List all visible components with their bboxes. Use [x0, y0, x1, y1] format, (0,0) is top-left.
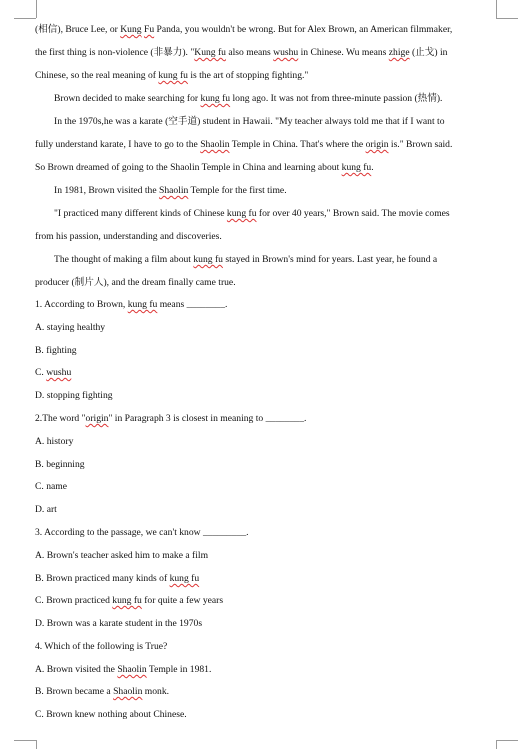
text: D. Brown was a karate student in the 1970s [35, 618, 203, 629]
text: B. Brown practiced many kinds of [35, 573, 170, 584]
option [35, 459, 85, 471]
option [35, 664, 211, 676]
text: A. Brown's teacher asked him to make a film [35, 550, 209, 561]
text: is." Brown said. [388, 139, 453, 150]
text: D. art [35, 504, 57, 515]
spellcheck-word: kung fu [158, 70, 188, 81]
spellcheck-word: wushu [46, 367, 72, 378]
crop-mark-bottom-left-h [14, 740, 36, 741]
option [35, 709, 187, 721]
text: B. beginning [35, 459, 85, 470]
spellcheck-word: kung fu [341, 162, 372, 173]
passage-line [35, 70, 308, 82]
text: Chinese, so the real meaning of [35, 70, 159, 81]
passage-line [35, 139, 452, 151]
text: for quite a few years [141, 595, 224, 606]
question-stem [35, 641, 167, 653]
question-stem [35, 527, 249, 539]
spellcheck-word: Shaolin [117, 664, 147, 675]
crop-mark-bottom-right-v [496, 740, 497, 749]
spellcheck-word: kung fu [169, 573, 200, 584]
spellcheck-word: Shaolin [200, 139, 230, 150]
passage-line [35, 162, 374, 174]
text: C. Brown knew nothing about Chinese. [35, 709, 187, 720]
text: producer (制片人), and the dream finally came true. [35, 277, 236, 288]
passage-line [54, 93, 442, 105]
crop-mark-top-right-v [496, 0, 497, 18]
spellcheck-word: Kung [120, 24, 142, 35]
text: stayed in Brown's mind for years. Last year, he found a [222, 254, 438, 265]
crop-mark-top-right-h [496, 18, 518, 19]
spellcheck-word: kung fu [127, 299, 158, 310]
text: (相信), Bruce Lee, or [35, 24, 121, 35]
text: B. Brown became a [35, 686, 114, 697]
text: 4. Which of the following is True? [35, 641, 168, 652]
text: In 1981, Brown visited the [54, 185, 159, 196]
option [35, 573, 199, 585]
spellcheck-word: Fu [143, 24, 155, 35]
spellcheck-word: wushu [273, 47, 299, 58]
text: C. name [35, 481, 67, 492]
passage-line [35, 231, 222, 243]
passage-line [54, 208, 450, 220]
text: B. fighting [35, 345, 77, 356]
crop-mark-bottom-right-h [496, 740, 518, 741]
option [35, 595, 223, 607]
text: Temple for the first time. [188, 185, 287, 196]
text: 3. According to the passage, we can't know [35, 527, 201, 538]
text: fully understand karate, I have to go to the [35, 139, 201, 150]
answer-blank: ________. [265, 413, 307, 424]
spellcheck-word: kung fu [193, 254, 223, 265]
question-stem [35, 299, 227, 311]
text: C. Brown practiced [35, 595, 113, 606]
option [35, 367, 71, 379]
option [35, 550, 208, 562]
text: The thought of making a film about [54, 254, 194, 265]
spellcheck-word: Shaolin [159, 185, 189, 196]
spellcheck-word: kung fu [226, 208, 257, 219]
text: Panda, you wouldn't be wrong. But for Alex Brown, an American filmmaker, [154, 24, 453, 35]
spellcheck-word: Shaolin [113, 686, 143, 697]
text: Temple in 1981. [146, 664, 212, 675]
passage-line [35, 47, 447, 59]
answer-blank: ________. [186, 299, 228, 310]
text: 1. According to Brown, [35, 299, 128, 310]
option [35, 481, 67, 493]
passage-line [35, 24, 452, 36]
text: Brown decided to make searching for [54, 93, 201, 104]
passage-line [54, 116, 445, 128]
text: from his passion, understanding and discoveries. [35, 231, 222, 242]
text: In the 1970s,he was a karate (空手道) student in Hawaii. "My teacher always told me that if I want to [54, 116, 445, 127]
text: . [371, 162, 374, 173]
spellcheck-word: kung fu [200, 93, 231, 104]
text: So Brown dreamed of going to the Shaolin Temple in China and learning about [35, 162, 342, 173]
text: A. staying healthy [35, 322, 106, 333]
text: means [157, 299, 185, 310]
text: monk. [142, 686, 170, 697]
text: D. stopping fighting [35, 390, 113, 401]
text: is the art of stopping fighting." [187, 70, 309, 81]
text: for over 40 years," Brown said. The movie comes [256, 208, 450, 219]
crop-mark-top-left-h [14, 18, 36, 19]
text: Temple in China. That's where the [229, 139, 366, 150]
text: C. [35, 367, 47, 378]
text: 2.The word " [35, 413, 86, 424]
crop-mark-top-left-v [36, 0, 37, 18]
option [35, 686, 169, 698]
answer-blank: _________. [202, 527, 249, 538]
passage-line [54, 185, 287, 197]
text: A. history [35, 436, 74, 447]
spellcheck-word: kung fu [112, 595, 142, 606]
option [35, 390, 113, 402]
text: in Chinese. Wu means [298, 47, 389, 58]
text: "I practiced many different kinds of Chinese [54, 208, 227, 219]
text: also means [225, 47, 274, 58]
text: (止戈) in [409, 47, 448, 58]
spellcheck-word: Kung fu [194, 47, 226, 58]
passage-line [35, 277, 236, 289]
option [35, 436, 73, 448]
question-stem [35, 413, 306, 425]
option [35, 504, 57, 516]
text: A. Brown visited the [35, 664, 118, 675]
crop-mark-bottom-left-v [36, 740, 37, 749]
spellcheck-word: origin [85, 413, 109, 424]
passage-line [54, 254, 437, 266]
text: " in Paragraph 3 is closest in meaning to [108, 413, 264, 424]
text: long ago. It was not from three-minute passion (热情). [230, 93, 443, 104]
spellcheck-word: zhige [388, 47, 410, 58]
option [35, 322, 105, 334]
option [35, 345, 77, 357]
spellcheck-word: origin [365, 139, 389, 150]
option [35, 618, 202, 630]
text: the first thing is non-violence (非暴力). " [35, 47, 195, 58]
